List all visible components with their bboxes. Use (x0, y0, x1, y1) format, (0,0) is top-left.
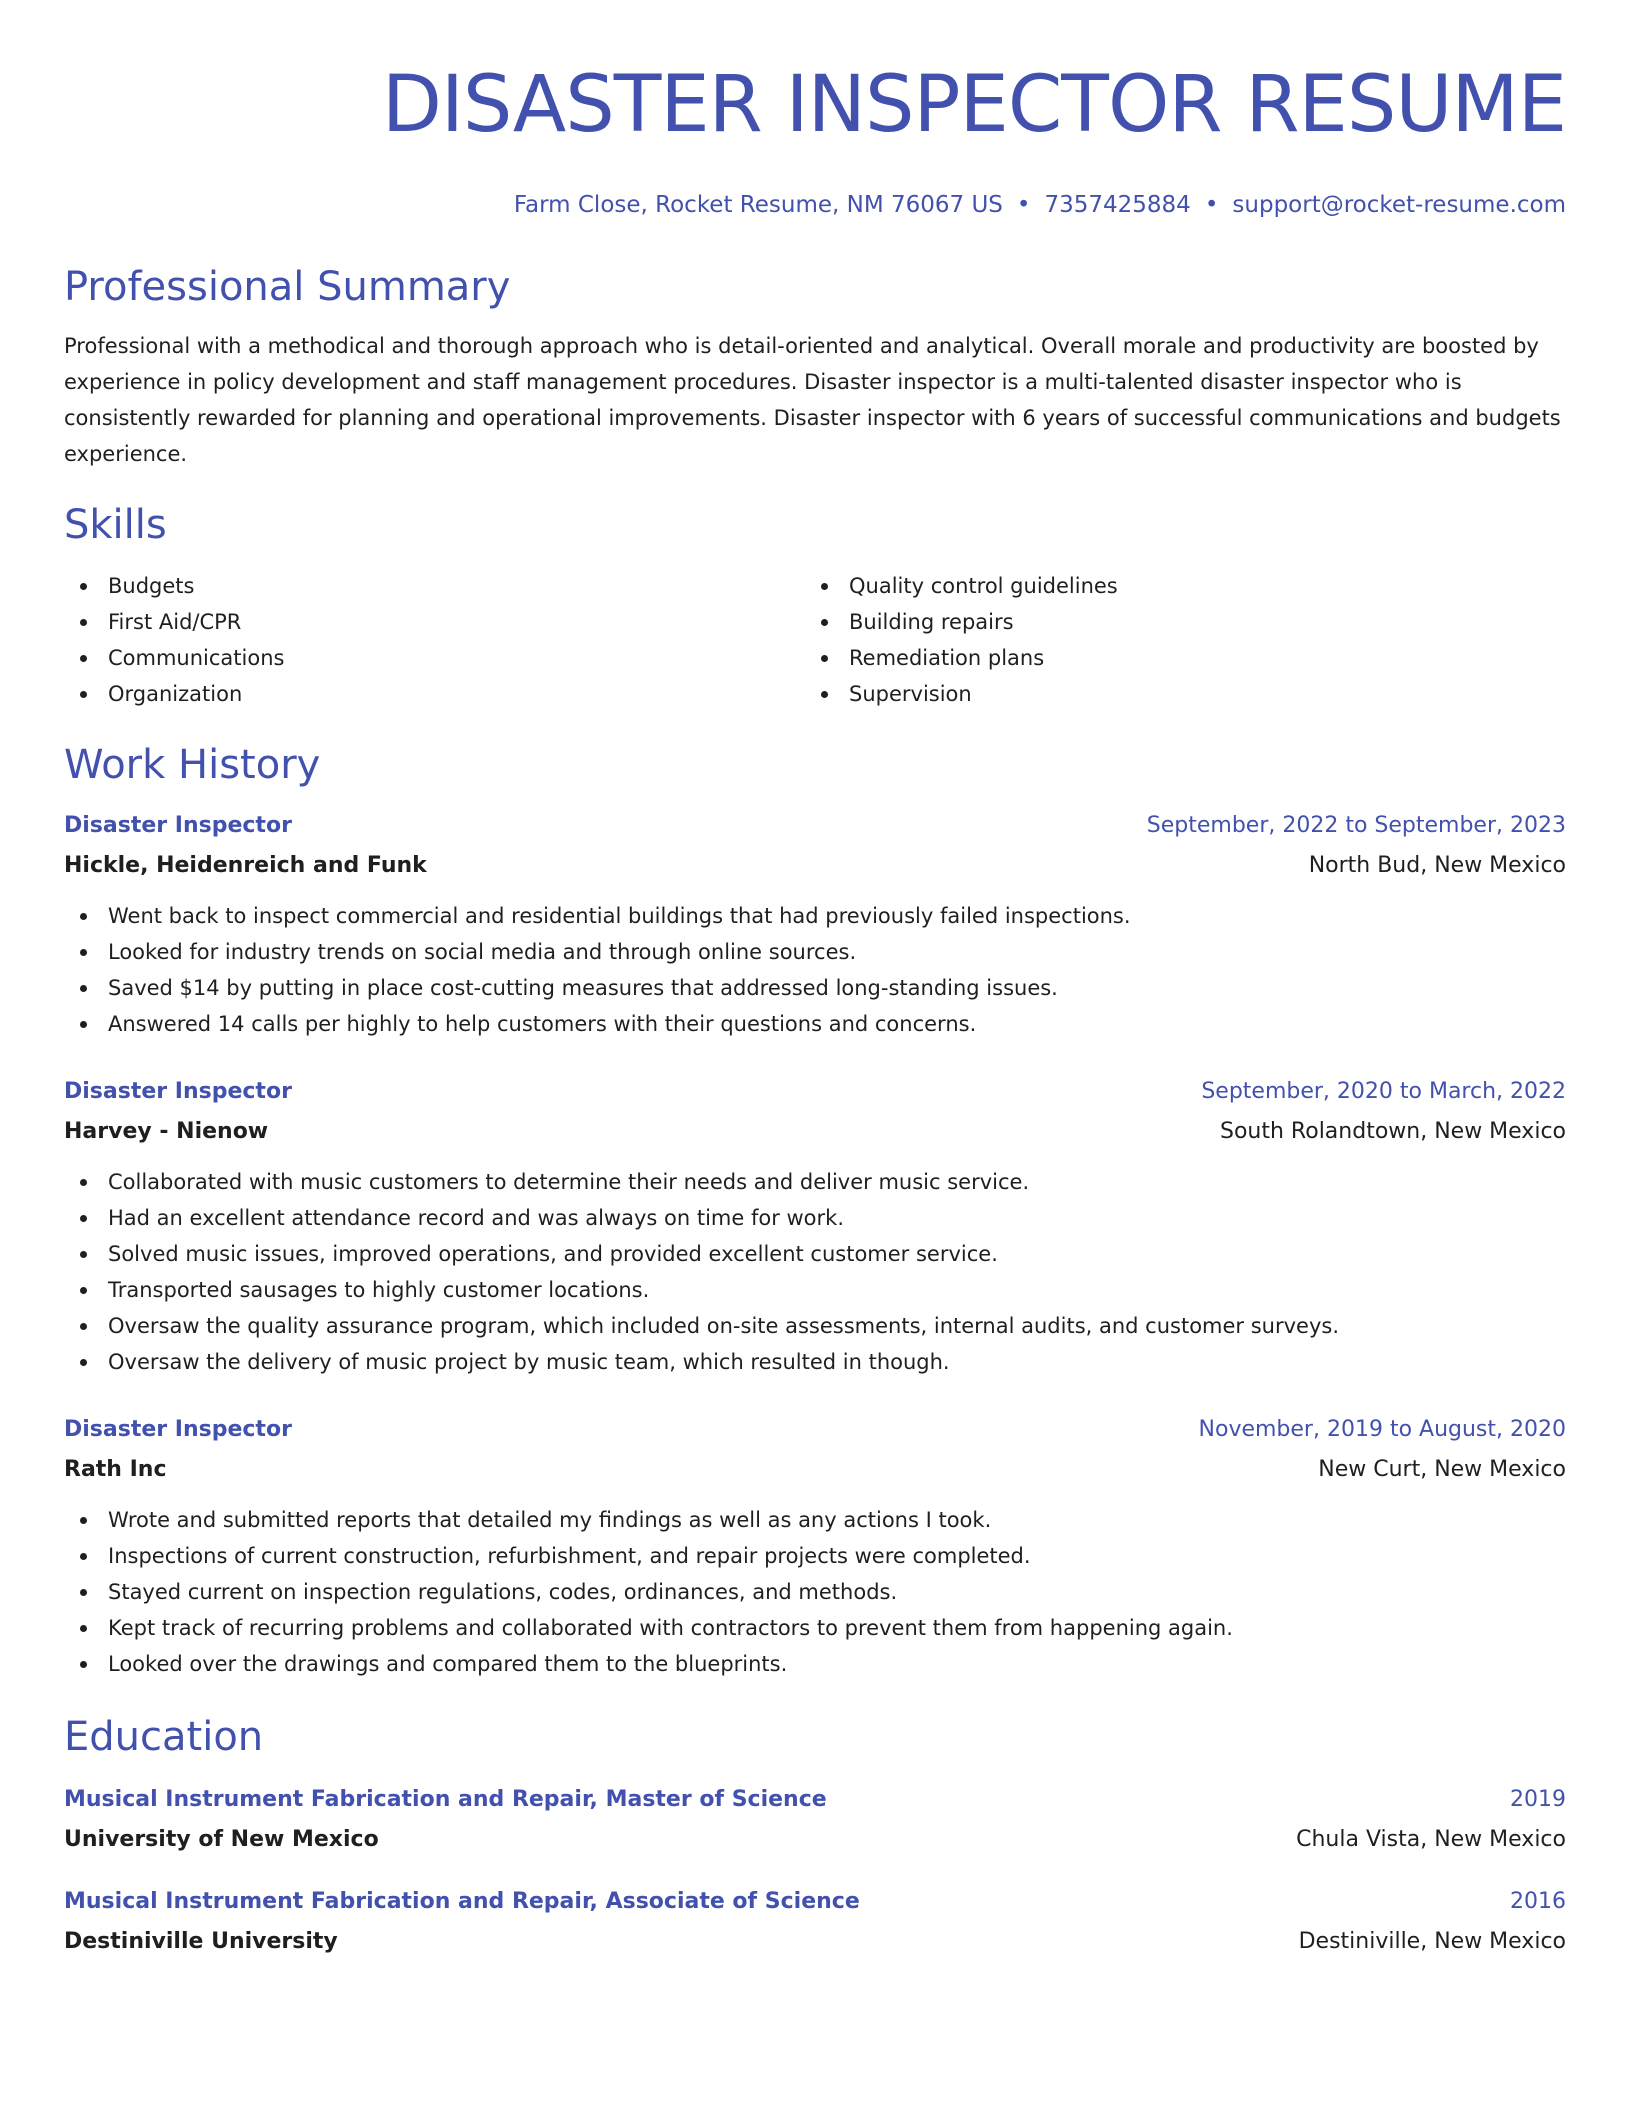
education-location: Destiniville, New Mexico (1298, 1929, 1566, 1954)
education-year: 2016 (1510, 1889, 1566, 1914)
contact-line (64, 190, 1566, 220)
job-company: Hickle, Heidenreich and Funk (64, 853, 427, 878)
job-bullet: Oversaw the quality assurance program, which included on-site assessments, internal audits, and customer surveys. (64, 1308, 1566, 1344)
contact-separator: • (1204, 192, 1219, 218)
job-bullet: Saved $14 by putting in place cost-cutting measures that addressed long-standing issues. (64, 970, 1566, 1006)
education-heading: Education (64, 1714, 264, 1760)
education-school-row (64, 1926, 1566, 1958)
job-bullet: Answered 14 calls per highly to help customers with their questions and concerns. (64, 1006, 1566, 1042)
job-title: Disaster Inspector (64, 813, 292, 838)
skill-item: Budgets (64, 568, 805, 604)
job-title-row (64, 810, 1566, 842)
job-entry (64, 1076, 1566, 1380)
education-school: University of New Mexico (64, 1827, 379, 1852)
job-title-row (64, 1414, 1566, 1446)
education-school: Destiniville University (64, 1929, 338, 1954)
education-year: 2019 (1510, 1787, 1566, 1812)
job-dates: November, 2019 to August, 2020 (1198, 1417, 1566, 1442)
job-bullet: Inspections of current construction, refurbishment, and repair projects were completed. (64, 1538, 1566, 1574)
job-company-row (64, 1116, 1566, 1148)
job-bullet: Looked over the drawings and compared them to the blueprints. (64, 1646, 1566, 1682)
job-company: Rath Inc (64, 1457, 167, 1482)
education-school-row (64, 1824, 1566, 1856)
contact-phone: 7357425884 (1044, 192, 1191, 218)
job-company-row (64, 1454, 1566, 1486)
job-bullets (64, 898, 1566, 1042)
job-bullet: Transported sausages to highly customer locations. (64, 1272, 1566, 1308)
job-company-row (64, 850, 1566, 882)
education-degree: Musical Instrument Fabrication and Repair, Master of Science (64, 1787, 827, 1812)
skill-item: Quality control guidelines (805, 568, 1546, 604)
skill-item: Remediation plans (805, 640, 1546, 676)
job-bullet: Went back to inspect commercial and residential buildings that had previously failed inspections. (64, 898, 1566, 934)
skill-item: First Aid/CPR (64, 604, 805, 640)
resume-page (64, 0, 1566, 1958)
job-bullet: Wrote and submitted reports that detailed my findings as well as any actions I took. (64, 1502, 1566, 1538)
contact-address: Farm Close, Rocket Resume, NM 76067 US (513, 192, 1003, 218)
skills-right-column (805, 568, 1546, 712)
contact-separator: • (1016, 192, 1031, 218)
job-location: New Curt, New Mexico (1318, 1457, 1566, 1482)
job-bullet: Stayed current on inspection regulations, codes, ordinances, and methods. (64, 1574, 1566, 1610)
job-entry (64, 810, 1566, 1042)
job-bullets (64, 1164, 1566, 1380)
job-bullet: Solved music issues, improved operations, and provided excellent customer service. (64, 1236, 1566, 1272)
job-bullet: Looked for industry trends on social media and through online sources. (64, 934, 1566, 970)
education-degree: Musical Instrument Fabrication and Repair, Associate of Science (64, 1889, 860, 1914)
education-location: Chula Vista, New Mexico (1296, 1827, 1566, 1852)
job-bullet: Kept track of recurring problems and collaborated with contractors to prevent them from happening again. (64, 1610, 1566, 1646)
skill-item: Supervision (805, 676, 1546, 712)
job-company: Harvey - Nienow (64, 1119, 269, 1144)
job-title: Disaster Inspector (64, 1079, 292, 1104)
summary-text: Professional with a methodical and thorough approach who is detail-oriented and analytical. Overall morale and productivity are boosted by experience in policy development and staff management procedures. Disaster inspector is a multi-talented disaster inspector who is consistently rewarded for planning and operational improvements. Disaster inspector with 6 years of successful communications and budgets experience. (64, 334, 1561, 466)
job-title-row (64, 1076, 1566, 1108)
job-bullet: Had an excellent attendance record and was always on time for work. (64, 1200, 1566, 1236)
summary-heading: Professional Summary (64, 264, 511, 310)
education-degree-row (64, 1784, 1566, 1816)
skill-item: Organization (64, 676, 805, 712)
job-location: South Rolandtown, New Mexico (1220, 1119, 1566, 1144)
work-history-heading: Work History (64, 742, 321, 788)
job-entry (64, 1414, 1566, 1682)
skill-item: Building repairs (805, 604, 1546, 640)
job-dates: September, 2022 to September, 2023 (1146, 813, 1566, 838)
job-bullet: Collaborated with music customers to determine their needs and deliver music service. (64, 1164, 1566, 1200)
skills-heading: Skills (64, 502, 167, 548)
skills-left-column (64, 568, 805, 712)
job-bullets (64, 1502, 1566, 1682)
job-title: Disaster Inspector (64, 1417, 292, 1442)
resume-title: DISASTER INSPECTOR RESUME (381, 60, 1566, 150)
education-entry (64, 1886, 1566, 1958)
skill-item: Communications (64, 640, 805, 676)
skills-grid (64, 568, 1566, 712)
education-degree-row (64, 1886, 1566, 1918)
job-location: North Bud, New Mexico (1308, 853, 1566, 878)
job-bullet: Oversaw the delivery of music project by music team, which resulted in though. (64, 1344, 1566, 1380)
contact-email[interactable]: support@rocket-resume.com (1232, 192, 1566, 218)
education-entry (64, 1784, 1566, 1856)
job-dates: September, 2020 to March, 2022 (1201, 1079, 1566, 1104)
